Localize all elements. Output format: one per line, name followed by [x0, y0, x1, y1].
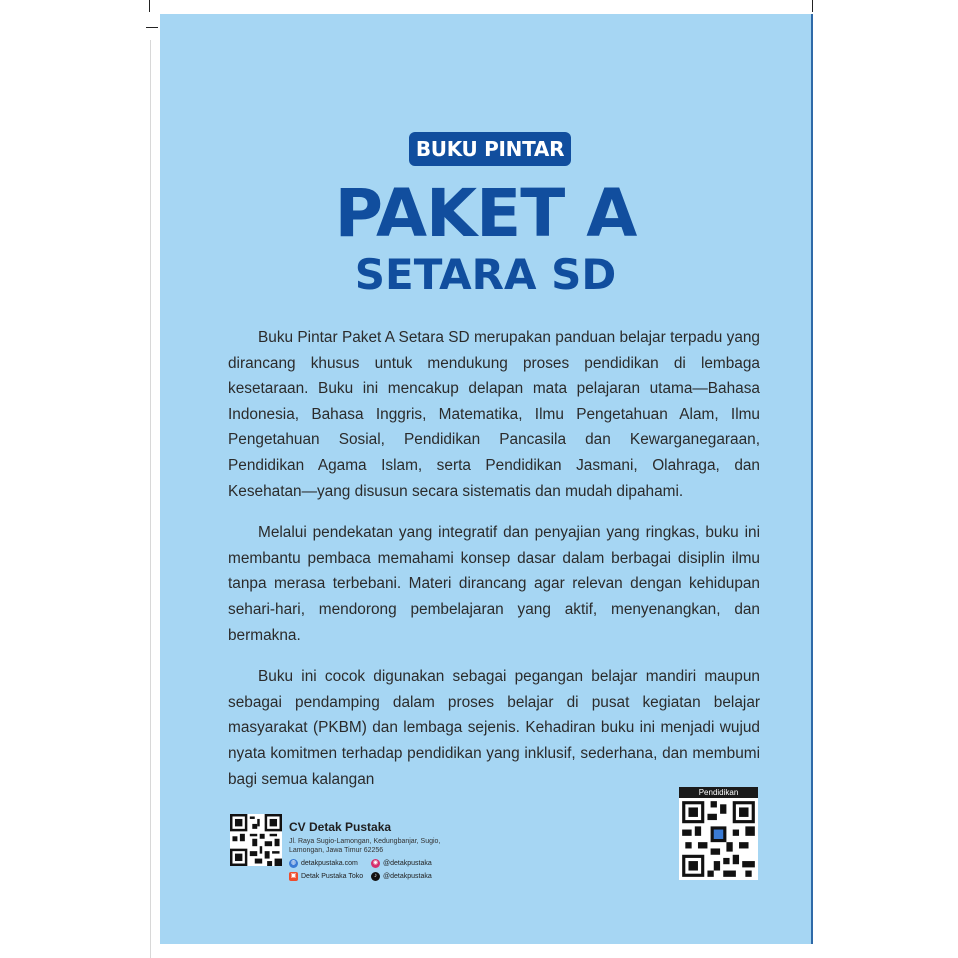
website-contact [289, 859, 371, 868]
series-badge: BUKU PINTAR [409, 132, 571, 166]
book-title: PAKET A [334, 175, 637, 252]
crop-mark-left [146, 27, 158, 28]
blurb [228, 325, 760, 808]
instagram-handle: @detakpustaka [383, 860, 432, 867]
cover-spine-edge [811, 14, 813, 944]
globe-icon: ◍ [290, 860, 297, 866]
blurb-paragraph: Buku ini cocok digunakan sebagai pegangan belajar mandiri maupun sebagai pendamping dalam proses belajar di pusat kegiatan belajar masyarakat (PKBM) dan lembaga sejenis. Kehadiran buku ini menjadi wujud nyata komitmen terhadap pendidikan yang inklusif, sederhana, dan membumi bagi semua kalangan [228, 668, 760, 788]
blurb-paragraph: Buku Pintar Paket A Setara SD merupakan panduan belajar terpadu yang dirancang khusus untuk mendukung proses pendidikan di lembaga kesetaraan. Buku ini mencakup delapan mata pelajaran utama—Bahasa Indonesia, Bahasa Inggris, Matematika, Ilmu Pengetahuan Alam, Ilmu Pengetahuan Sosial, Pendidikan Pancasila dan Kewarganegaraan, Pendidikan Agama Islam, serta Pendidikan Jasmani, Olahraga, dan Kesehatan—yang disusun secara sistematis dan mudah dipahami. [228, 329, 760, 500]
tiktok-icon: ♪ [371, 872, 380, 881]
shop-name: Detak Pustaka Toko [301, 873, 364, 880]
blurb-paragraph: Melalui pendekatan yang integratif dan penyajian yang ringkas, buku ini membantu pembaca memahami konsep dasar dalam berbagai disiplin ilmu tanpa merasa terbebani. Materi dirancang agar relevan dengan kehidupan sehari-hari, mendorong pembelajaran yang aktif, menyenangkan, dan bermakna. [228, 524, 760, 644]
book-back-cover [160, 14, 811, 944]
publisher-info [289, 820, 459, 881]
publisher-contacts [289, 859, 459, 881]
instagram-icon: ◉ [372, 860, 379, 866]
instagram-contact [371, 859, 453, 868]
publisher-name: CV Detak Pustaka [289, 820, 392, 834]
tiktok-contact [371, 872, 453, 881]
shop-icon: ▣ [290, 873, 297, 879]
website-text: detakpustaka.com [301, 860, 358, 867]
book-qr-code-icon [679, 798, 758, 880]
category-label: Pendidikan [679, 787, 758, 798]
crop-mark-top-left [149, 0, 150, 12]
publisher-qr-code-icon [230, 814, 282, 866]
tiktok-handle: @detakpustaka [383, 873, 432, 880]
crop-mark-top-right [812, 0, 813, 12]
shop-contact [289, 872, 371, 881]
publisher-address: Jl. Raya Sugio-Lamongan, Kedungbanjar, Sugio, Lamongan, Jawa Timur 62256 [289, 838, 441, 854]
book-subtitle: SETARA SD [354, 250, 617, 299]
page-edge-left [150, 40, 151, 958]
